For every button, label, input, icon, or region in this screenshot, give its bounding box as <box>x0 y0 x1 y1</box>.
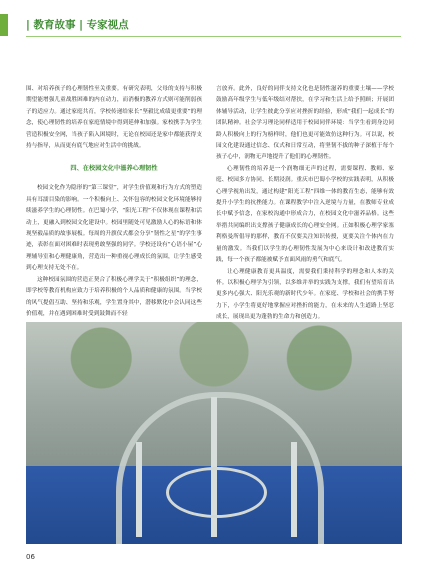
right-column <box>216 84 394 324</box>
header-divider <box>26 36 401 37</box>
body-paragraph: 心理韧性的培养是一个润物细无声的过程，需要课程、教师、家庭、校园多方协同、长期浸润。重庆市巴蜀小学校的实践表明，从积极心理学视角出发，通过构建“阳光工程”四维一体的教育生态，能够有效提升小学生的抗挫能力。在课程教学中注入逆境与力量，在教师专业成长中赋予信念，在家校沟通中形成合力，在校园文化中滋养品格。这些举措共同编织出支撑孩子健康成长的心理安全网。正如积极心理学家塞利格曼所倡导的那样，教育不仅要关注知识传授，更要关注个体内在力量的激发。当我们以学生的心理韧性发展为中心来设计和改进教育实践，每一个孩子都能被赋予直面风雨的勇气和底气。 <box>216 165 394 264</box>
header-accent-bar <box>0 14 8 36</box>
dome-ring <box>166 467 267 518</box>
left-column <box>26 84 202 320</box>
body-paragraph: 让心理健康教育更具温度，需要我们秉持科学的理念和人本的关怀。以积极心理学为引领，以多维并举的实践为支撑，我们有望培育出更多内心强大、阳光乐观的新时代少年。在家庭、学校和社会的携手努力下，小学生将更好地掌握应对挫折的能力，在未来的人生道路上坚忍成长，展现出更为蓬勃的生命力和创造力。 <box>216 268 394 321</box>
header-title: | 教育故事 | 专家视点 <box>26 19 129 31</box>
playground-photo <box>26 322 402 544</box>
body-paragraph: 这种校园氛围的营造正契合了积极心理学关于“积极组织”的理念，即学校等教育机构应致力于培养积极的个人品质和健康的氛围。当学校的风气提倡互助、坚持和乐观，学生置身其中，潜移默化中会认同这些价值观，并在遇到困难时受到鼓舞而不轻 <box>26 276 202 317</box>
body-paragraph: 言放弃。此外，良好的同伴支持文化也是韧性滋养的重要土壤——学校鼓励高年级学生与低年级结对帮扶，在学习和生活上给予照顾；开展团体辅导活动，让学生彼此分享应对挫折的经验，形成“我们一起成长”的团队精神。社会学习理论同样适用于校园同伴环境：当学生看到身边同龄人积极向上的行为榜样时，他们也更可能效仿这种行为。可以说，校园文化建设通过信念、仪式和日常互动，将坚韧不拔的种子深植于每个孩子心中，润物无声地提升了他们的心理韧性。 <box>216 86 394 161</box>
page-header <box>0 14 427 36</box>
dome-pillar <box>136 442 142 537</box>
page-number: 06 <box>26 553 35 561</box>
dome-pillar <box>291 442 297 537</box>
section-heading: 四、在校园文化中滋养心理韧性 <box>70 165 158 173</box>
body-paragraph: 校园文化作为隐形的“第三课堂”，对学生价值观和行为方式的塑造具有耳濡目染的影响。一个积极向上、关怀包容的校园文化环境能够持续滋养学生的心理韧性。在巴蜀小学，“阳光工程”不仅体现在课程和活动上，更融入到校园文化建设中。校园里随处可见激励人心的标语和体现坚毅品质的故事展板。每周的升旗仪式都会分享“韧性之星”的学生事迹，表彰在面对困难时表现勇敢坚强的同学。学校还设有“心语小屋”心理辅导室和心理健康角，营造出一种重视心理成长的氛围，让学生感受到心理支持无处不在。 <box>26 185 202 272</box>
body-paragraph: 围、对培养孩子的心理韧性至关重要。有研究表明，父母的支持与积极期望能增强儿童战胜困难的内在动力，而消极的教养方式则可能削弱孩子的适应力。通过家庭共育，学校传递给家长“坚毅比成绩更重要”的理念，使心理韧性的培养在家庭情境中得到延伸和加强。家校携手为学生营造积极安全网，当孩子陷入困境时，无论在校园还是家中都能获得支持与指导，从而更有底气地应对生活中的挑战。 <box>26 86 202 150</box>
